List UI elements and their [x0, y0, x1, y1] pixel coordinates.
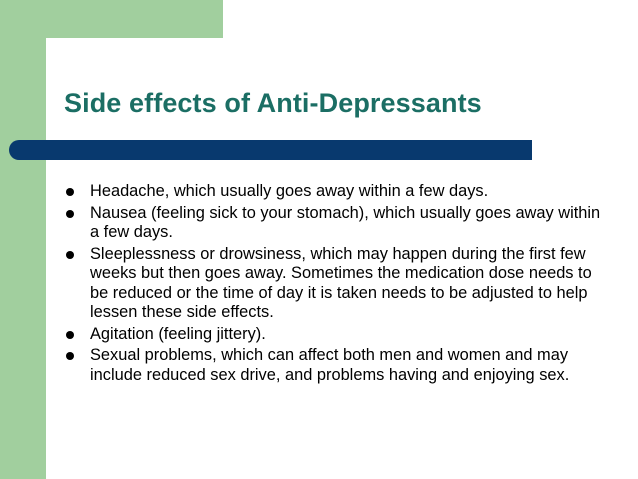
- list-item: [62, 204, 602, 243]
- bullet-text: Sexual problems, which can affect both men and women and may include reduced sex drive, and problems having and enjoying sex.: [90, 346, 570, 384]
- bullet-list: [62, 182, 602, 385]
- bullet-icon: [66, 251, 74, 259]
- bullet-text: Sleeplessness or drowsiness, which may happen during the first few weeks but then goes away. Sometimes the medication dose needs to be reduced or the time of day it is taken needs to be adjusted to help lessen these side effects.: [90, 244, 592, 321]
- list-item: [62, 325, 602, 345]
- bullet-icon: [66, 188, 74, 196]
- list-item: [62, 346, 602, 385]
- list-item: [62, 245, 602, 323]
- bullet-text: Nausea (feeling sick to your stomach), which usually goes away within a few days.: [90, 203, 601, 241]
- bullet-icon: [66, 352, 74, 360]
- bullet-icon: [66, 331, 74, 339]
- slide-title: Side effects of Anti-Depressants: [64, 88, 482, 118]
- bullet-icon: [66, 210, 74, 218]
- list-item: [62, 182, 602, 202]
- title-underline-bar: [9, 140, 532, 160]
- accent-strip: [0, 0, 46, 479]
- bullet-text: Headache, which usually goes away within a few days.: [90, 182, 489, 200]
- bullet-text: Agitation (feeling jittery).: [90, 324, 266, 343]
